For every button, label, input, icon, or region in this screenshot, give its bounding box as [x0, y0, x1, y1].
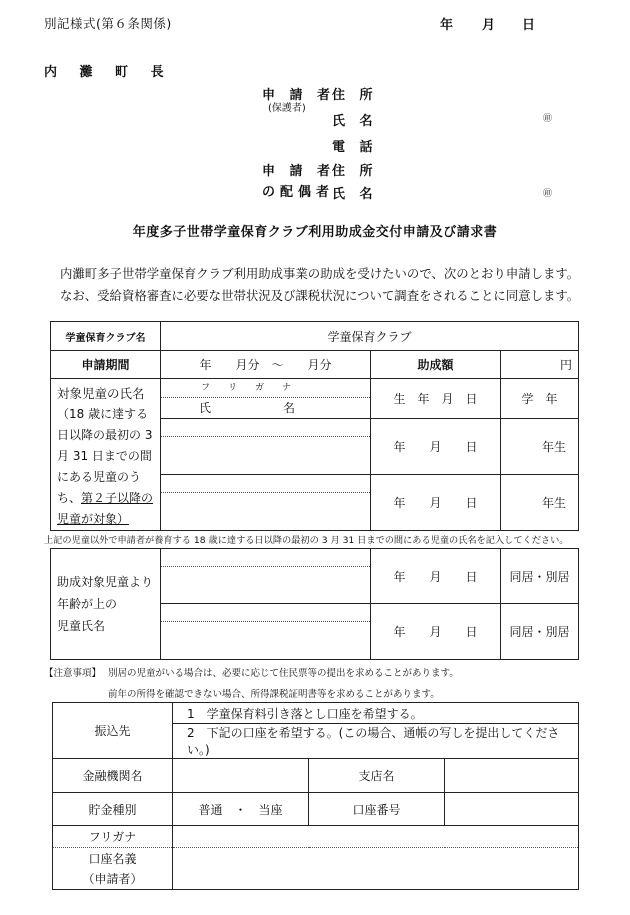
target-child-desc-4: にある児童のう	[57, 470, 142, 484]
intro-line-1: 内灘町多子世帯学童保育クラブ利用助成事業の助成を受けたいので、次のとおり申請します。	[60, 266, 580, 281]
applicant-name-label: 氏 名	[332, 114, 378, 129]
notes-heading: 【注意事項】	[44, 668, 102, 679]
target-child-desc-6: 第２子以降の	[81, 491, 154, 505]
period-value[interactable]: 年 月分 ～ 月分	[161, 351, 371, 379]
target-child-desc-5: ち、	[57, 491, 82, 505]
shimei-label: 氏 名	[199, 400, 296, 415]
target-child-desc-3: 月 31 日までの間	[57, 449, 152, 463]
branch-name-field[interactable]	[445, 759, 579, 793]
target-child-desc-1: （18 歳に達する	[57, 407, 149, 421]
target-child-desc-7: 児童が対象）	[57, 512, 130, 526]
child-1-grade[interactable]: 年生	[501, 419, 579, 474]
older-children-label	[51, 549, 161, 660]
spouse-address-label: 住 所	[332, 164, 378, 179]
account-number-label: 口座番号	[309, 793, 445, 826]
intro-line-2: なお、受給資格審査に必要な世帯状況及び課税状況について調査をされることに同意します。	[60, 288, 580, 303]
transfer-label: 振込先	[53, 703, 173, 759]
child-1-birthdate[interactable]: 年 月 日	[371, 419, 501, 474]
older-children-table	[50, 548, 579, 660]
bank-table	[52, 702, 579, 890]
date-day-label: 日	[522, 18, 536, 33]
bank-name-field[interactable]	[173, 759, 309, 793]
older-child-1-birthdate[interactable]: 年 月 日	[371, 549, 501, 604]
older-children-label-2: 年齢が上の	[57, 597, 118, 611]
older-child-2-living[interactable]: 同居・別居	[501, 604, 579, 660]
notes-line-1: 別居の児童がいる場合は、必要に応じて住民票等の提出を求めることがあります。	[108, 668, 459, 679]
child-2-name-field[interactable]	[161, 474, 371, 530]
date-month-label: 月	[482, 18, 496, 33]
target-child-title: 対象児童の氏名	[57, 386, 145, 401]
club-name-value[interactable]: 学童保育クラブ	[161, 322, 579, 351]
older-child-1-name-field[interactable]	[161, 549, 371, 604]
transfer-option-2[interactable]: 2 下記の口座を希望する。(この場合、通帳の写しを提出してください。)	[173, 724, 579, 759]
child-1-name-field[interactable]	[161, 419, 371, 474]
holder-name-field[interactable]	[173, 848, 579, 890]
applicant-address-label: 住 所	[332, 88, 378, 103]
child-2-birthdate[interactable]: 年 月 日	[371, 474, 501, 530]
other-children-note: 上記の児童以外で申請者が養育する 18 歳に達する日以降の最初の 3 月 31 日までの間にある児童の氏名を記入してください。	[44, 535, 569, 546]
child-2-grade[interactable]: 年生	[501, 474, 579, 530]
form-label: 別記様式(第６条関係)	[44, 16, 172, 31]
spouse-label-line2: の配偶者	[262, 185, 335, 200]
spouse-label-line1: 申 請 者	[262, 164, 336, 179]
account-type-value[interactable]: 普通 ・ 当座	[173, 793, 309, 826]
applicant-phone-label: 電 話	[332, 140, 378, 155]
older-children-label-3: 児童氏名	[57, 619, 106, 633]
bank-name-label: 金融機関名	[53, 759, 173, 793]
older-child-1-living[interactable]: 同居・別居	[501, 549, 579, 604]
furigana-name-header	[161, 379, 371, 419]
older-children-label-1: 助成対象児童より	[57, 575, 154, 589]
applicant-label: 申 請 者	[262, 88, 336, 103]
spouse-name-label: 氏 名	[332, 187, 378, 202]
subsidy-yen[interactable]: 円	[501, 351, 579, 379]
applicant-sub-label: (保護者)	[268, 103, 306, 114]
branch-name-label: 支店名	[309, 759, 445, 793]
period-label: 申請期間	[51, 351, 161, 379]
spouse-seal-mark: ㊞	[543, 189, 553, 199]
club-name-label: 学童保育クラブ名	[51, 322, 161, 351]
holder-furigana-label: フリガナ	[53, 826, 173, 848]
target-child-label	[51, 379, 161, 531]
account-type-label: 貯金種別	[53, 793, 173, 826]
holder-name-label	[53, 848, 173, 890]
furigana-label: フ リ ガ ナ	[161, 380, 370, 398]
document-title: 年度多子世帯学童保育クラブ利用助成金交付申請及び請求書	[132, 225, 498, 240]
date-year-label: 年	[440, 18, 454, 33]
holder-name-title: 口座名義	[88, 851, 137, 866]
account-number-field[interactable]	[445, 793, 579, 826]
grade-header: 学 年	[501, 379, 579, 419]
older-child-2-name-field[interactable]	[161, 604, 371, 660]
target-child-desc-2: 日以降の最初の 3	[57, 428, 153, 442]
holder-furigana-field[interactable]	[173, 826, 579, 848]
transfer-option-1[interactable]: 1 学童保育料引き落とし口座を希望する。	[173, 703, 579, 724]
holder-name-sub: （申請者）	[82, 871, 143, 886]
subsidy-label: 助成額	[371, 351, 501, 379]
older-child-2-birthdate[interactable]: 年 月 日	[371, 604, 501, 660]
applicant-seal-mark: ㊞	[543, 114, 553, 124]
notes-line-2: 前年の所得を確認できない場合、所得課税証明書等を求めることがあります。	[108, 689, 440, 700]
birthdate-header: 生 年 月 日	[371, 379, 501, 419]
addressee: 内 灘 町 長	[44, 65, 173, 80]
application-table	[50, 321, 579, 531]
